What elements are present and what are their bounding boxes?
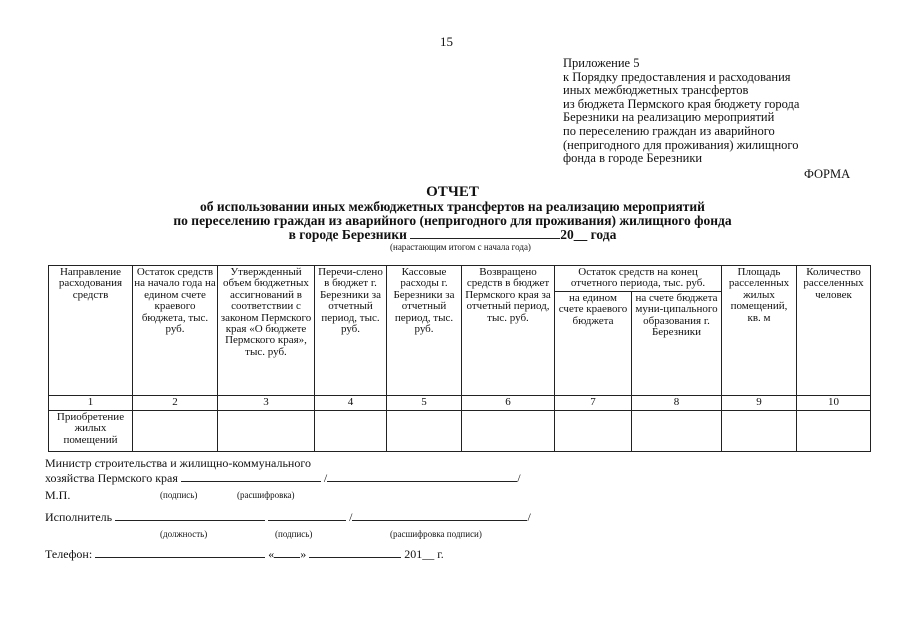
column-number: 1 bbox=[49, 395, 133, 410]
city-label: в городе Березники bbox=[288, 227, 407, 242]
phone-line[interactable] bbox=[95, 545, 265, 558]
header-transferred: Перечи-слено в бюджет г. Березники за отчетный период, тыс. руб. bbox=[315, 266, 387, 396]
period-blank[interactable] bbox=[410, 226, 560, 239]
minister-signature-line[interactable] bbox=[181, 469, 321, 482]
column-number: 5 bbox=[387, 395, 462, 410]
decode-caption: (расшифровка) bbox=[237, 490, 295, 500]
header-closing-balance: Остаток средств на конец отчетного периода, тыс. руб. bbox=[555, 266, 722, 292]
header-opening-balance: Остаток средств на начало года на едином счете краевого бюджета, тыс. руб. bbox=[133, 266, 218, 396]
stamp-label: М.П. bbox=[45, 488, 71, 502]
appendix-line: по переселению граждан из аварийного bbox=[563, 123, 775, 138]
minister-title-line2: хозяйства Пермского края bbox=[45, 471, 178, 485]
minister-title-line1: Министр строительства и жилищно-коммунального bbox=[45, 456, 311, 470]
date-quote-open: « bbox=[268, 547, 275, 561]
phone-row bbox=[45, 545, 444, 562]
header-area: Площадь расселенных жилых помещений, кв. м bbox=[722, 266, 797, 396]
column-number: 3 bbox=[218, 395, 315, 410]
minister-name-line[interactable] bbox=[327, 469, 517, 482]
table-cell[interactable] bbox=[632, 410, 722, 451]
year-label: 20__ года bbox=[560, 227, 617, 242]
minister-signature-row bbox=[45, 469, 521, 486]
signature-caption: (подпись) bbox=[160, 490, 198, 500]
date-quote-close: » bbox=[300, 547, 307, 561]
slash: / bbox=[323, 471, 328, 485]
appendix-line: иных межбюджетных трансфертов bbox=[563, 83, 749, 98]
date-month-line[interactable] bbox=[309, 545, 401, 558]
table-cell[interactable] bbox=[462, 410, 555, 451]
date-day-line[interactable] bbox=[274, 545, 300, 558]
executor-signature-line[interactable] bbox=[268, 508, 346, 521]
report-subtitle-line3 bbox=[0, 226, 905, 243]
cumulative-note: (нарастающим итогом с начала года) bbox=[390, 242, 531, 252]
header-direction: Направление расходования средств bbox=[49, 266, 133, 396]
column-number: 7 bbox=[555, 395, 632, 410]
table-cell[interactable] bbox=[722, 410, 797, 451]
table-row bbox=[49, 410, 871, 451]
appendix-line: из бюджета Пермского края бюджету города bbox=[563, 96, 800, 111]
column-number: 8 bbox=[632, 395, 722, 410]
executor-position-line[interactable] bbox=[115, 508, 265, 521]
signature-decode-caption: (расшифровка подписи) bbox=[390, 529, 482, 539]
table-cell[interactable] bbox=[555, 410, 632, 451]
table-cell[interactable] bbox=[218, 410, 315, 451]
header-regional-account: на едином счете краевого бюджета bbox=[555, 291, 632, 395]
appendix-block bbox=[563, 57, 799, 166]
appendix-line: фонда в городе Березники bbox=[563, 151, 703, 166]
report-subtitle-line1: об использовании иных межбюджетных трансфертов на реализацию мероприятий bbox=[200, 199, 705, 214]
header-people-count: Количество расселенных человек bbox=[797, 266, 871, 396]
column-number: 6 bbox=[462, 395, 555, 410]
appendix-line: Березники на реализацию мероприятий bbox=[563, 110, 775, 125]
executor-label: Исполнитель bbox=[45, 510, 113, 524]
report-title: ОТЧЕТ bbox=[426, 184, 479, 200]
column-number: 9 bbox=[722, 395, 797, 410]
appendix-line: Приложение 5 bbox=[563, 56, 640, 70]
slash: / bbox=[527, 510, 531, 524]
header-cash-expenses: Кассовые расходы г. Березники за отчетный период, тыс. руб. bbox=[387, 266, 462, 396]
table-cell[interactable] bbox=[133, 410, 218, 451]
position-caption: (должность) bbox=[160, 529, 208, 539]
header-municipal-account: на счете бюджета муни-ципального образования г. Березники bbox=[632, 291, 722, 395]
executor-name-line[interactable] bbox=[352, 508, 527, 521]
table-cell[interactable] bbox=[387, 410, 462, 451]
table-cell[interactable] bbox=[315, 410, 387, 451]
slash: / bbox=[517, 471, 521, 485]
report-table bbox=[48, 265, 871, 452]
report-subtitle-line2: по переселению граждан из аварийного (непригодного для проживания) жилищного фонда bbox=[173, 213, 732, 228]
executor-row bbox=[45, 508, 531, 525]
form-label: ФОРМА bbox=[804, 167, 851, 181]
year-suffix: 201__ г. bbox=[404, 547, 444, 561]
column-number: 2 bbox=[133, 395, 218, 410]
signature-caption: (подпись) bbox=[275, 529, 313, 539]
header-approved-allocations: Утвержденный объем бюджетных ассигнований в соответствии с законом Пермского края «О бюджете Пермского края», тыс. руб. bbox=[218, 266, 315, 396]
header-returned: Возвращено средств в бюджет Пермского края за отчетный период, тыс. руб. bbox=[462, 266, 555, 396]
column-number: 10 bbox=[797, 395, 871, 410]
table-cell[interactable] bbox=[797, 410, 871, 451]
column-number: 4 bbox=[315, 395, 387, 410]
page-number: 15 bbox=[440, 34, 453, 49]
appendix-line: (непригодного для проживания) жилищного bbox=[563, 137, 799, 152]
row-label-housing-purchase: Приобретение жилых помещений bbox=[49, 410, 133, 451]
slash: / bbox=[349, 510, 353, 524]
phone-label: Телефон: bbox=[45, 547, 93, 561]
appendix-line: к Порядку предоставления и расходования bbox=[563, 69, 791, 84]
